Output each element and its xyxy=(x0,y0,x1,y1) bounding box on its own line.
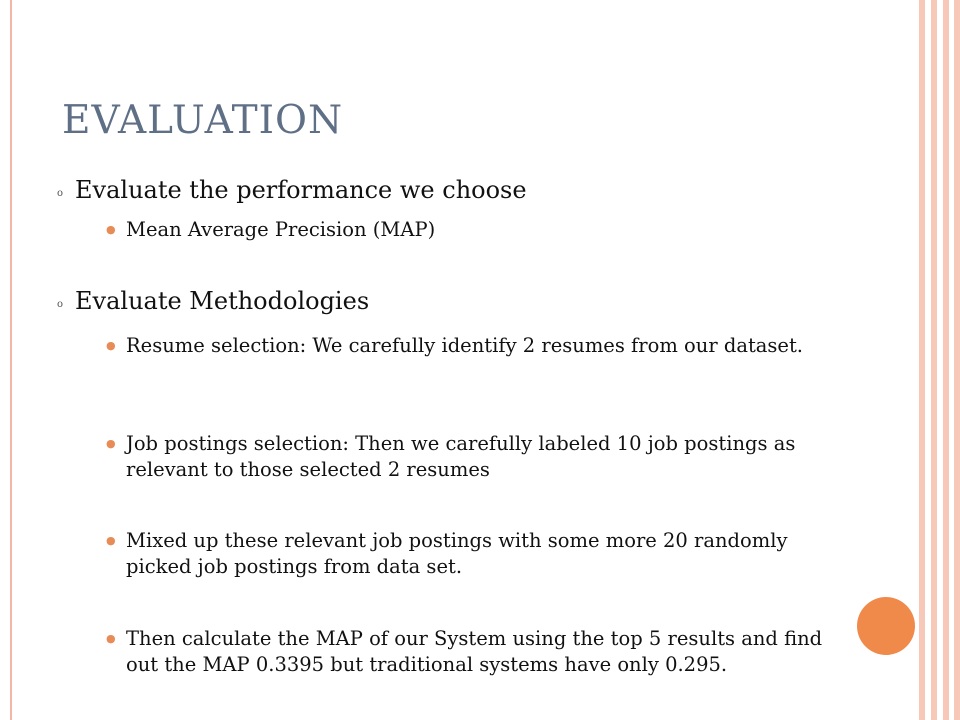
left-frame-line xyxy=(10,0,12,720)
list-item xyxy=(106,528,826,580)
list-item-text: Job postings selection: Then we carefully labeled 10 job postings as relevant to those selected 2 resumes xyxy=(126,432,796,481)
right-frame-stripe-4 xyxy=(954,0,960,720)
filled-bullet-icon: ● xyxy=(106,437,116,450)
list-item-text: Mean Average Precision (MAP) xyxy=(126,218,436,241)
section-heading-text: Evaluate Methodologies xyxy=(75,287,370,315)
right-frame-stripe-1 xyxy=(919,0,925,720)
list-item xyxy=(106,431,826,483)
list-item-text: Resume selection: We carefully identify 2 resumes from our dataset. xyxy=(126,334,803,357)
list-item xyxy=(106,333,826,359)
slide-title: EVALUATION xyxy=(62,98,344,143)
section-heading-performance xyxy=(57,176,527,204)
right-frame-stripe-2 xyxy=(931,0,937,720)
section-heading-methodologies xyxy=(57,287,370,315)
list-item-text: Then calculate the MAP of our System using the top 5 results and find out the MAP 0.3395 but traditional systems have only 0.295. xyxy=(126,627,823,676)
section-heading-text: Evaluate the performance we choose xyxy=(75,176,527,204)
list-item xyxy=(106,217,826,243)
list-item xyxy=(106,626,826,678)
filled-bullet-icon: ● xyxy=(106,632,116,645)
hollow-bullet-icon: o xyxy=(57,188,64,199)
filled-bullet-icon: ● xyxy=(106,534,116,547)
hollow-bullet-icon: o xyxy=(57,299,64,310)
right-frame-stripe-3 xyxy=(943,0,949,720)
list-item-text: Mixed up these relevant job postings with some more 20 randomly picked job postings from data set. xyxy=(126,529,788,578)
filled-bullet-icon: ● xyxy=(106,223,116,236)
filled-bullet-icon: ● xyxy=(106,339,116,352)
orange-circle-decoration xyxy=(857,597,915,655)
